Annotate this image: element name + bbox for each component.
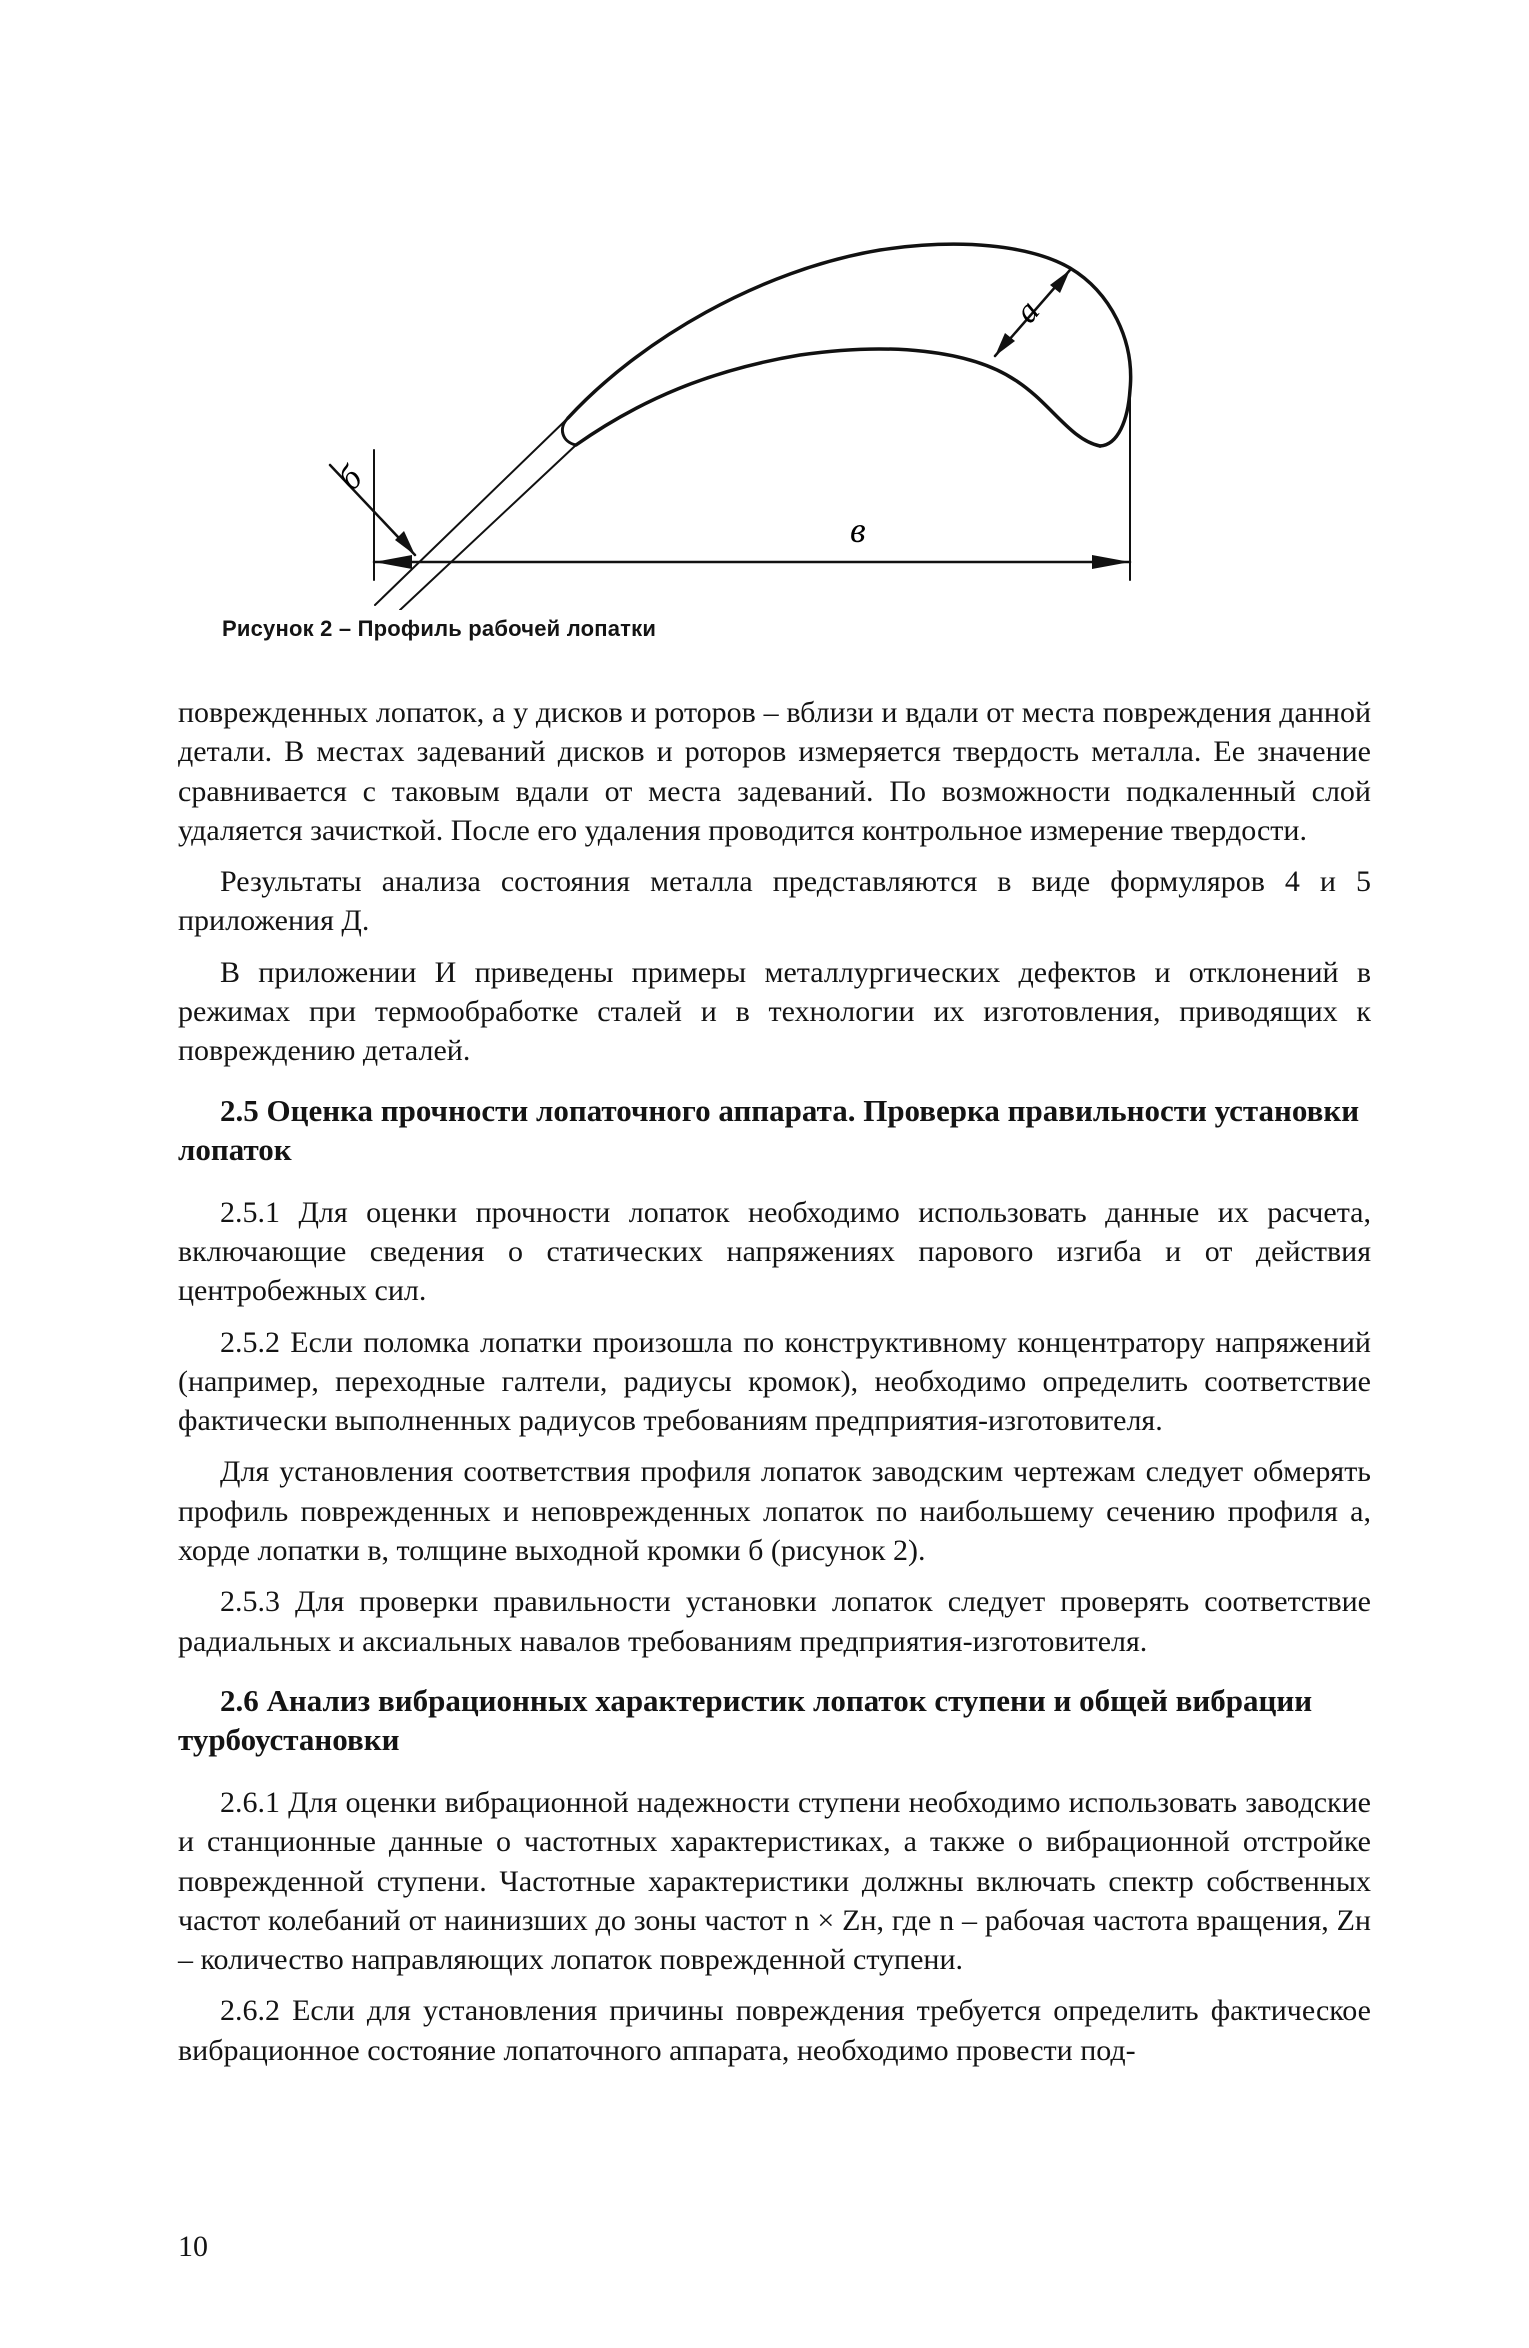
body-text <box>178 693 1371 2082</box>
label-b: б <box>331 459 370 498</box>
paragraph-2-6-1: 2.6.1 Для оценки вибрационной надежности ступени необходимо использовать заводские и станционные данные о частотных характеристиках, а также о вибрационной отстройке поврежденной ступени. Частотные характеристики должны включать спектр собственных частот колебаний от наинизших до зоны частот n × Zн, где n – рабочая частота вращения, Zн – количество направляющих лопаток поврежденной ступени. <box>178 1785 1371 1977</box>
paragraph-2-5-1: 2.5.1 Для оценки прочности лопаток необходимо использовать данные их расчета, включающие сведения о статических напряжениях парового изгиба и от действия центробежных сил. <box>178 1195 1371 1308</box>
paragraph: Результаты анализа состояния металла представляются в виде формуляров 4 и 5 приложения Д. <box>178 865 1371 938</box>
label-a: а <box>1007 293 1048 331</box>
blade-outer-contour <box>568 244 1131 446</box>
section-heading-2-6: 2.6 Анализ вибрационных характеристик лопаток ступени и общей вибрации турбоустановки <box>178 1682 1313 1757</box>
blade-profile-final <box>240 150 1200 610</box>
blade-inner-contour <box>576 349 1100 446</box>
paragraph-2-6-2: 2.6.2 Если для установления причины повреждения требуется определить фактическое вибрационное состояние лопаточного аппарата, необходимо провести под- <box>178 1994 1371 2067</box>
page-number: 10 <box>178 2230 208 2263</box>
paragraph: В приложении И приведены примеры металлургических дефектов и отклонений в режимах при термообработке сталей и в технологии их изготовления, приводящих к повреждению деталей. <box>178 955 1371 1068</box>
section-heading-2-5: 2.5 Оценка прочности лопаточного аппарата. Проверка правильности установки лопаток <box>178 1092 1360 1167</box>
label-v: в <box>850 510 866 550</box>
paragraph-2-5-3: 2.5.3 Для проверки правильности установки лопаток следует проверять соответствие радиальных и аксиальных навалов требованиям предприятия-изготовителя. <box>178 1585 1371 1658</box>
figure-final <box>240 150 1200 610</box>
figure-caption: Рисунок 2 – Профиль рабочей лопатки <box>222 616 657 641</box>
paragraph-2-5-2-cont: Для установления соответствия профиля лопаток заводским чертежам следует обмерять профиль поврежденных и неповрежденных лопаток по наибольшему сечению профиля а, хорде лопатки в, толщине выходной кромки б (рисунок 2). <box>178 1455 1371 1568</box>
paragraph-2-5-2: 2.5.2 Если поломка лопатки произошла по конструктивному концентратору напряжений (например, переходные галтели, радиусы кромок), необходимо определить соответствие фактически выполненных радиусов требованиям предприятия-изготовителя. <box>178 1325 1371 1438</box>
paragraph: поврежденных лопаток, а у дисков и роторов – вблизи и вдали от места повреждения данной детали. В местах задеваний дисков и роторов измеряется твердость металла. Ее значение сравнивается с таковым вдали от места задеваний. По возможности подкаленный слой удаляется зачисткой. После его удаления проводится контрольное измерение твердости. <box>178 696 1371 847</box>
